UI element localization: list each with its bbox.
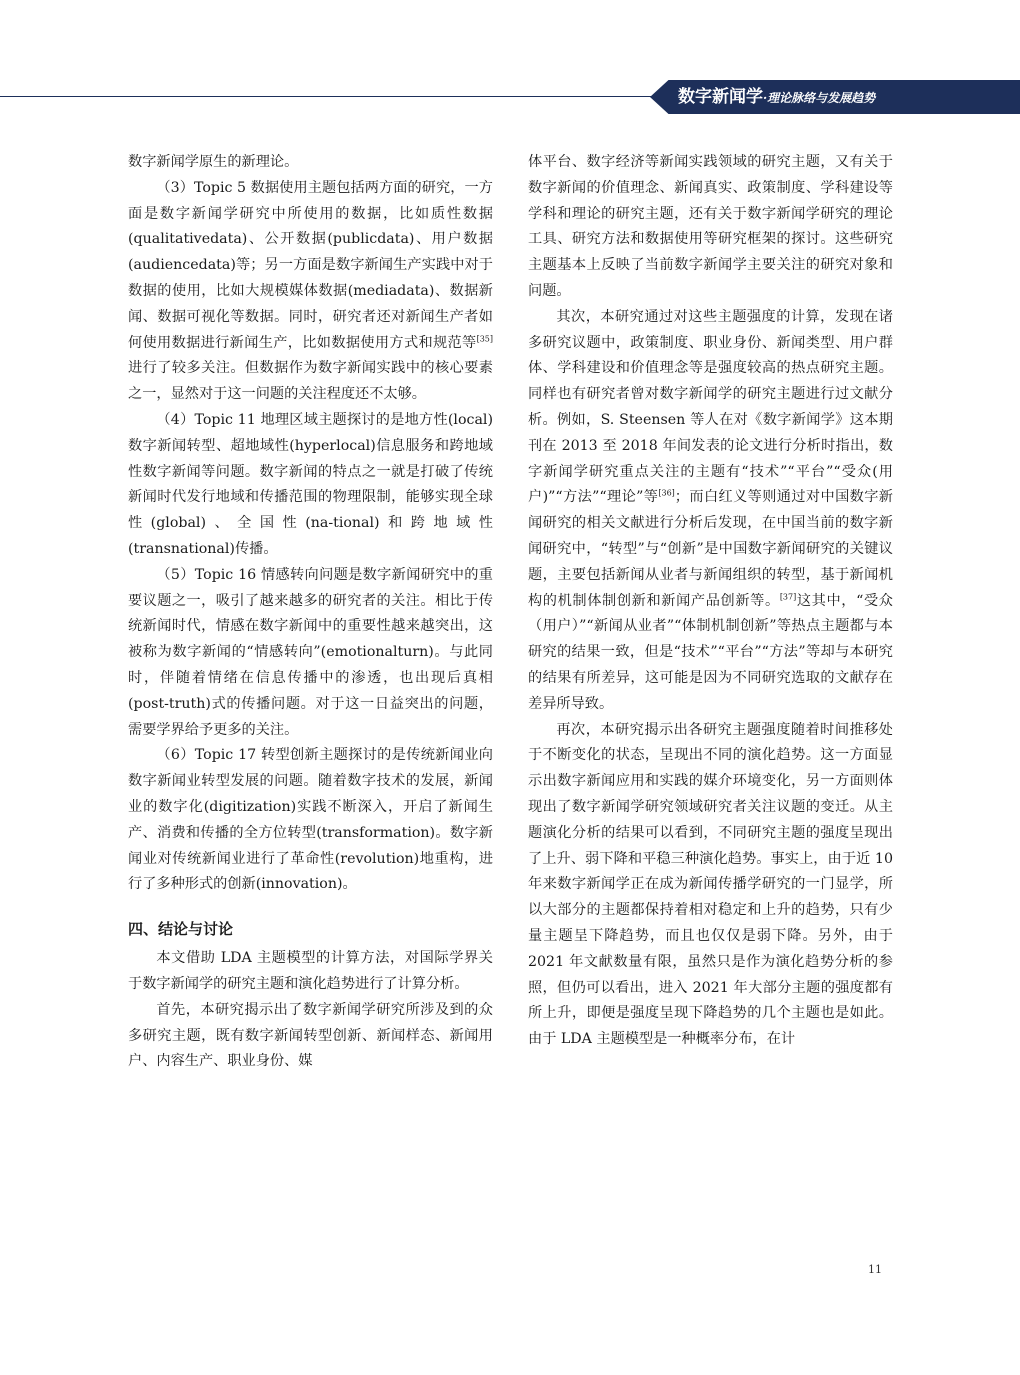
paragraph-text: 其次，本研究通过对这些主题强度的计算，发现在诸多研究议题中，政策制度、职业身份、新闻类型、用户群体、学科建设和价值理念等是强度较高的热点研究主题。同样也有研究者曾对数字新闻学的研究主题进行过文献分析。例如，S. Steensen 等人在对《数字新闻学》这本期刊在 2013 至 2018 年间发表的论文进行分析时指出，数字新闻学研究重点关注的主题有“技术”“平台”“受众(用户)”“方法”“理论”等 — [528, 308, 893, 506]
left-column — [128, 150, 493, 1075]
page-number: 11 — [868, 1263, 882, 1276]
running-header-subtitle: ·理论脉络与发展趋势 — [763, 91, 876, 105]
right-column — [528, 150, 893, 1053]
paragraph: （6）Topic 17 转型创新主题探讨的是传统新闻业向数字新闻业转型发展的问题。随着数字技术的发展，新闻业的数字化(digitization)实践不断深入，开启了新闻生产、消费和传播的全方位转型(transformation)。数字新闻业对传统新闻业进行了革命性(revolution)地重构，进行了多种形式的创新(innovation)。 — [128, 747, 493, 893]
paragraph: （5）Topic 16 情感转向问题是数字新闻研究中的重要议题之一，吸引了越来越多的研究者的关注。相比于传统新闻时代，情感在数字新闻中的重要性越来越突出，这被称为数字新闻的“情感转向”(emotionalturn)。与此同时，伴随着情绪在信息传播中的渗透，也出现后真相(post-truth)式的传播问题。对于这一日益突出的问题，需要学界给予更多的关注。 — [128, 566, 493, 738]
paragraph-text: 这其中，“受众（用户）”“新闻从业者”“体制机制创新”等热点主题都与本研究的结果一致，但是“技术”“平台”“方法”等却与本研究的结果有所差异，这可能是因为不同研究选取的文献存在差异所导致。 — [528, 592, 893, 712]
paragraph: 体平台、数字经济等新闻实践领域的研究主题，又有关于数字新闻的价值理念、新闻真实、政策制度、学科建设等学科和理论的研究主题，还有关于数字新闻学研究的理论工具、研究方法和数据使用等研究框架的探讨。这些研究主题基本上反映了当前数字新闻学主要关注的研究对象和问题。 — [528, 154, 893, 299]
header-rule — [0, 96, 660, 97]
paragraph: 再次，本研究揭示出各研究主题强度随着时间推移处于不断变化的状态，呈现出不同的演化趋势。这一方面显示出数字新闻应用和实践的媒介环境变化，另一方面则体现出了数字新闻学研究领域研究者关注议题的变迁。从主题演化分析的结果可以看到，不同研究主题的强度呈现出了上升、弱下降和平稳三种演化趋势。事实上，由于近 10 年来数字新闻学正在成为新闻传播学研究的一门显学，所以大部分的主题都保持着相对稳定和上升的趋势，只有少量主题呈下降趋势，而且也仅仅是弱下降。另外，由于 2021 年文献数量有限，虽然只是作为演化趋势分析的参照，但仍可以看出，进入 2021 年大部分主题的强度都有所上升，即便是强度呈现下降趋势的几个主题也是如此。由于 LDA 主题模型是一种概率分布，在计 — [528, 721, 893, 1048]
paragraph — [128, 176, 493, 408]
running-header — [678, 84, 928, 110]
section-heading: 四、结论与讨论 — [128, 920, 234, 939]
paragraph-text: ；而白红义等则通过对中国数字新闻研究的相关文献进行分析后发现，在中国当前的数字新闻研究中，“转型”与“创新”是中国数字新闻研究的关键议题，主要包括新闻从业者与新闻组织的转型，基于新闻机构的机制体制创新和新闻产品创新等。 — [528, 489, 893, 609]
paragraph: 本文借助 LDA 主题模型的计算方法，对国际学界关于数字新闻学的研究主题和演化趋势进行了计算分析。 — [128, 950, 493, 992]
paragraph-text: （3）Topic 5 数据使用主题包括两方面的研究，一方面是数字新闻学研究中所使用的数据，比如质性数据(qualitativedata)、公开数据(publicdata)、用户数据(audiencedata)等；另一方面是数字新闻生产实践中对于数据的使用，比如大规模媒体数据(mediadata)、数据新闻、数据可视化等数据。同时，研究者还对新闻生产者如何使用数据进行新闻生产，比如数据使用方式和规范等 — [128, 179, 493, 351]
paragraph: 首先，本研究揭示出了数字新闻学研究所涉及到的众多研究主题，既有数字新闻转型创新、新闻样态、新闻用户、内容生产、职业身份、媒 — [128, 1001, 493, 1070]
citation-ref: [35] — [476, 333, 493, 343]
running-header-title: 数字新闻学 — [678, 87, 763, 107]
citation-ref: [37] — [779, 591, 797, 601]
citation-ref: [36] — [658, 488, 675, 498]
paragraph: （4）Topic 11 地理区域主题探讨的是地方性(local)数字新闻转型、超地域性(hyperlocal)信息服务和跨地域性数字新闻等问题。数字新闻的特点之一就是打破了传统新闻时代发行地域和传播范围的物理限制，能够实现全球性(global)、全国性(na-tional)和跨地域性(transnational)传播。 — [128, 411, 493, 557]
paragraph: 数字新闻学原生的新理论。 — [128, 154, 299, 170]
paragraph-text: 进行了较多关注。但数据作为数字新闻实践中的核心要素之一，显然对于这一问题的关注程度还不太够。 — [128, 360, 493, 403]
paragraph — [528, 305, 893, 718]
